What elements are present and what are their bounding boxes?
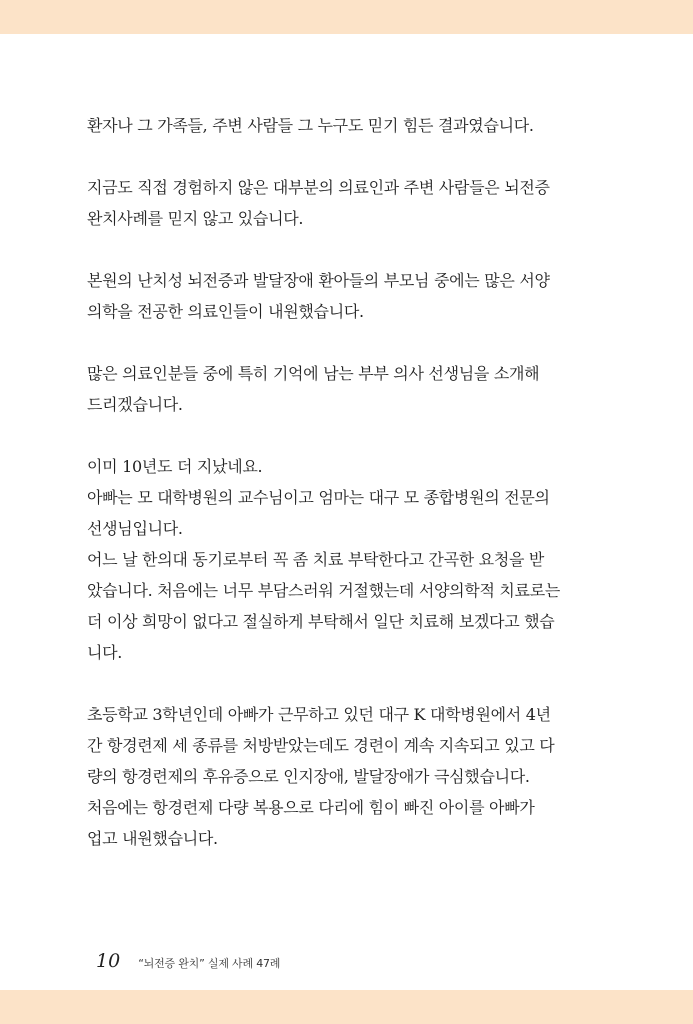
paragraph [87,451,587,668]
paragraph [87,172,587,234]
text-line: 니다. [87,643,123,662]
text-line: 지금도 직접 경험하지 않은 대부분의 의료인과 주변 사람들은 뇌전증 [87,178,550,197]
text-line: 업고 내원했습니다. [87,829,218,848]
page-footer [96,950,280,978]
text-line: 초등학교 3학년인데 아빠가 근무하고 있던 대구 K 대학병원에서 4년 [87,705,551,724]
page-body [87,110,587,854]
text-line: 더 이상 희망이 없다고 절실하게 부탁해서 일단 치료해 보겠다고 했습 [87,612,555,631]
text-line: 환자나 그 가족들, 주변 사람들 그 누구도 믿기 힘든 결과였습니다. [87,116,534,135]
text-line: 간 항경련제 세 종류를 처방받았는데도 경련이 계속 지속되고 있고 다 [87,736,555,755]
running-title: “뇌전증 완치” 실제 사례 47례 [138,957,281,970]
text-line: 많은 의료인분들 중에 특히 기억에 남는 부부 의사 선생님을 소개해 [87,364,540,383]
text-line: 본원의 난치성 뇌전증과 발달장애 환아들의 부모님 중에는 많은 서양 [87,271,550,290]
footer-band [0,990,693,1024]
text-line: 처음에는 항경련제 다량 복용으로 다리에 힘이 빠진 아이를 아빠가 [87,798,535,817]
paragraph [87,699,587,854]
paragraph [87,110,587,141]
text-line: 이미 10년도 더 지났네요. [87,457,263,476]
text-line: 드리겠습니다. [87,395,183,414]
text-line: 어느 날 한의대 동기로부터 꼭 좀 치료 부탁한다고 간곡한 요청을 받 [87,550,545,569]
page-number: 10 [96,950,121,972]
header-band [0,0,693,34]
text-line: 아빠는 모 대학병원의 교수님이고 엄마는 대구 모 종합병원의 전문의 [87,488,550,507]
text-line: 량의 항경련제의 후유증으로 인지장애, 발달장애가 극심했습니다. [87,767,530,786]
text-line: 선생님입니다. [87,519,183,538]
paragraph [87,265,587,327]
text-line: 의학을 전공한 의료인들이 내원했습니다. [87,302,364,321]
text-line: 완치사례를 믿지 않고 있습니다. [87,209,304,228]
text-line: 았습니다. 처음에는 너무 부담스러워 거절했는데 서양의학적 치료로는 [87,581,561,600]
paragraph [87,358,587,420]
